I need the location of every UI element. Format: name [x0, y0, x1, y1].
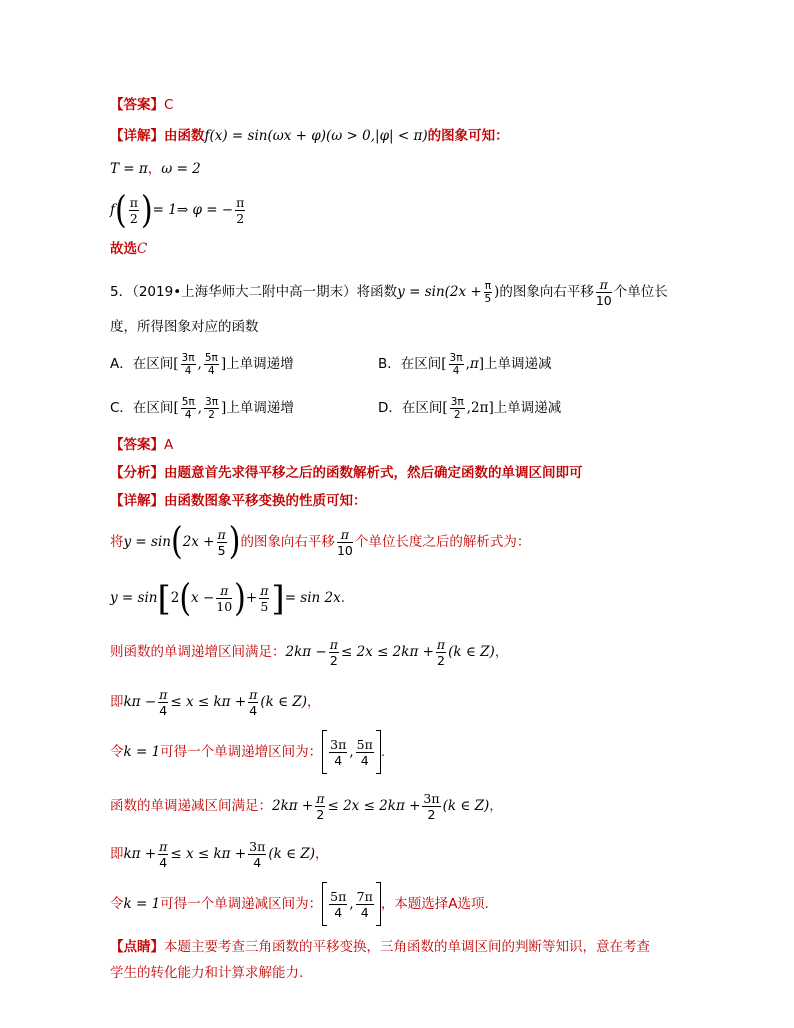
- period-eq: T = π: [110, 161, 148, 177]
- pi-over-2: $\frac{\pi}{2}$: [129, 195, 138, 226]
- separator: ，: [147, 161, 162, 177]
- note-text-2: 学生的转化能力和计算求解能力.: [110, 965, 304, 981]
- pi-over-10: $\frac{\pi}{10}$: [595, 276, 612, 308]
- option-b-label: B．在区间: [378, 356, 442, 372]
- stem-line2: 度，所得图象对应的函数: [110, 319, 259, 335]
- q4-period-line: [110, 160, 201, 178]
- shift-text-d: 的图象向右平移: [240, 534, 335, 550]
- q5-detail-line: [110, 492, 367, 510]
- option-a[interactable]: A．在区间[ $\frac{3\pi}{4}$ , $\frac{5\pi}{4}$ ]上单调递增: [110, 351, 294, 377]
- detail-text: 由函数图象平移变换的性质可知：: [164, 493, 367, 509]
- analysis-tag: 【分析】: [110, 465, 164, 481]
- option-a-text: 上单调递增: [226, 356, 294, 372]
- option-b-text: 上单调递减: [484, 356, 552, 372]
- detail-tag: 【详解】: [110, 128, 164, 144]
- detail-text: 由函数: [164, 128, 205, 144]
- answer-value: C: [164, 97, 174, 113]
- pi-over-5: $\frac{\pi}{5}$: [217, 526, 226, 558]
- stem-end: 个单位长: [613, 284, 668, 300]
- analysis-text: 由题意首先求得平移之后的函数解析式，然后确定函数的单调区间即可: [164, 465, 583, 481]
- result-line: y = sin[2(x − $\frac{\pi}{10}$ )+ $\frac{\pi}{5}$ ]= sin 2x.: [110, 576, 346, 620]
- q5-stem-line2: [110, 318, 259, 336]
- decreasing-interval-line: 令k = 1可得一个单调递减区间为： $\frac{5\pi}{4}$ , $\frac{7\pi}{4}$ ，本题选择A选项.: [110, 882, 489, 926]
- shift-line: 将y = sin(2x + $\frac{\pi}{5}$ )的图象向右平移 $\frac{\pi}{10}$ 个单位长度之后的解析式为：: [110, 519, 531, 564]
- q5-analysis-line: [110, 464, 583, 482]
- note-line-1: [110, 938, 650, 956]
- option-c-label: C．在区间: [110, 400, 174, 416]
- option-c-text: 上单调递增: [226, 400, 294, 416]
- answer-tag: 【答案】: [110, 437, 164, 453]
- stem-func: y = sin(2x +: [397, 284, 482, 300]
- right-paren: ): [140, 188, 153, 232]
- detail-text-2: 的图象可知：: [427, 128, 509, 144]
- interval-brackets: $\frac{3\pi}{4}$ , $\frac{5\pi}{4}$: [322, 730, 381, 774]
- pi-over-2-b: $\frac{\pi}{2}$: [236, 195, 245, 226]
- shift-func: y = sin: [123, 534, 171, 550]
- interval-brackets: $\frac{5\pi}{4}$ , $\frac{7\pi}{4}$: [322, 882, 381, 926]
- omega-eq: ω = 2: [161, 161, 201, 177]
- option-d-text: 上单调递减: [493, 400, 562, 416]
- decreasing-line-2: 即kπ + $\frac{\pi}{4}$ ≤ x ≤ kπ + $\frac{3\pi}{4}$ (k ∈ Z)，: [110, 838, 329, 870]
- pi-over-10: $\frac{\pi}{10}$: [336, 526, 353, 558]
- q5-answer-line: [110, 436, 173, 454]
- option-d[interactable]: D．在区间[ $\frac{3\pi}{2}$ ,2π]上单调递减: [378, 395, 562, 421]
- q5-stem-line1: [110, 272, 668, 312]
- option-d-label: D．在区间: [378, 400, 443, 416]
- shift-text-a: 将: [110, 534, 124, 550]
- q4-answer-line: [110, 96, 173, 114]
- pi-over-5: $\frac{\pi}{5}$: [484, 279, 492, 305]
- decreasing-line: 函数的单调递减区间满足：2kπ + $\frac{\pi}{2}$ ≤ 2x ≤ 2kπ + $\frac{3\pi}{2}$ (k ∈ Z)，: [110, 790, 503, 822]
- choose-value: C: [137, 241, 148, 257]
- answer-value: A: [164, 437, 174, 453]
- detail-formula: f(x) = sin(ωx + φ)(ω > 0,|φ| < π): [204, 128, 428, 144]
- question-source: （2019•上海华师大二附中高一期末）将函数: [132, 284, 398, 300]
- increasing-line: 则函数的单调递增区间满足：2kπ − $\frac{\pi}{2}$ ≤ 2x ≤ 2kπ + $\frac{\pi}{2}$ (k ∈ Z)，: [110, 636, 509, 668]
- note-tag: 【点睛】: [110, 939, 164, 955]
- stem-mid: 的图象向右平移: [499, 284, 594, 300]
- increasing-line-2: 即kπ − $\frac{\pi}{4}$ ≤ x ≤ kπ + $\frac{\pi}{4}$ (k ∈ Z)，: [110, 686, 321, 718]
- option-a-label: A．在区间: [110, 356, 174, 372]
- q4-choose-line: [110, 240, 147, 258]
- note-text: 本题主要考查三角函数的平移变换，三角函数的单调区间的判断等知识，意在考查: [164, 939, 650, 955]
- shift-text-e: 个单位长度之后的解析式为：: [354, 534, 531, 550]
- question-number: 5．: [110, 284, 133, 300]
- option-b[interactable]: B．在区间[ $\frac{3\pi}{4}$ ,π]上单调递减: [378, 351, 552, 377]
- q4-detail-line: [110, 127, 509, 145]
- increasing-interval-line: 令k = 1可得一个单调递增区间为： $\frac{3\pi}{4}$ , $\frac{5\pi}{4}$ .: [110, 730, 385, 774]
- left-paren: (: [115, 188, 127, 232]
- option-c[interactable]: C．在区间[ $\frac{5\pi}{4}$ , $\frac{3\pi}{2}$ ]上单调递增: [110, 395, 294, 421]
- choose-text: 故选: [110, 241, 137, 257]
- note-line-2: [110, 964, 303, 982]
- q4-phi-line: [110, 190, 247, 230]
- f-symbol: f: [110, 202, 115, 218]
- stem-paren: ): [494, 284, 500, 300]
- phi-eq: = 1⇒ φ = −: [152, 202, 234, 218]
- answer-tag: 【答案】: [110, 97, 164, 113]
- detail-tag: 【详解】: [110, 493, 164, 509]
